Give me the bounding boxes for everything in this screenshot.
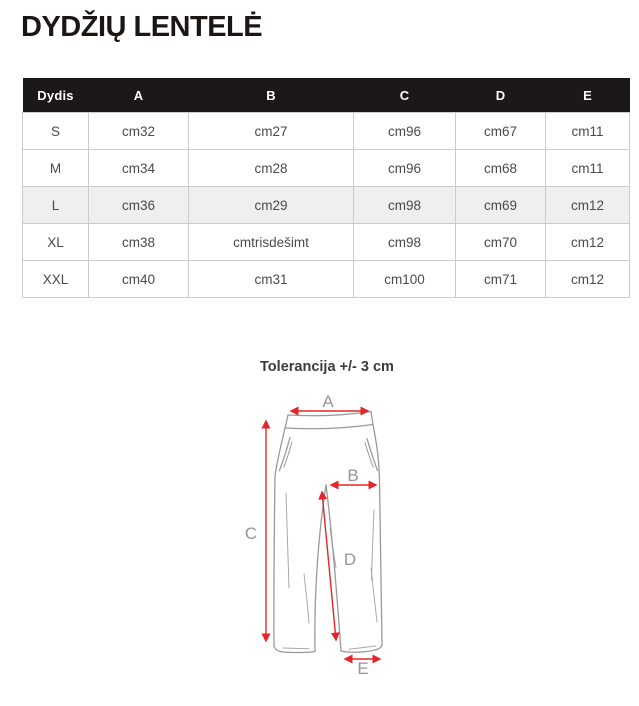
waistband-left-edge: [285, 415, 288, 428]
measure-label-d: D: [343, 550, 357, 569]
size-cell: M: [23, 150, 89, 187]
table-row: [23, 224, 630, 261]
measurement-cell: cm12: [546, 224, 630, 261]
measurement-cell: cm67: [456, 113, 546, 150]
measurement-cell: cm27: [189, 113, 354, 150]
column-header-b: B: [189, 78, 354, 113]
waistband-bottom-line: [285, 425, 373, 429]
size-cell: XL: [23, 224, 89, 261]
pants-measurement-diagram: [240, 390, 400, 690]
measurement-cell: cm38: [89, 224, 189, 261]
wrinkle-line: [330, 528, 336, 568]
measurement-cell: cm98: [354, 187, 456, 224]
measurement-cell: cm12: [546, 261, 630, 298]
measure-label-e: E: [357, 659, 369, 678]
column-header-e: E: [546, 78, 630, 113]
page-title: DYDŽIŲ LENTELĖ: [21, 11, 263, 43]
table-row-highlighted: [23, 187, 630, 224]
column-header-c: C: [354, 78, 456, 113]
header-row: [23, 78, 630, 113]
measurement-cell: cmtrisdešimt: [189, 224, 354, 261]
measurement-cell: cm68: [456, 150, 546, 187]
waistband-top-line: [288, 412, 371, 416]
measurement-cell: cm11: [546, 150, 630, 187]
measurement-cell: cm34: [89, 150, 189, 187]
size-table-container: [22, 78, 630, 298]
column-header-d: D: [456, 78, 546, 113]
size-cell: XXL: [23, 261, 89, 298]
measurement-cell: cm96: [354, 150, 456, 187]
pants-outline: [274, 412, 382, 653]
measurement-cell: cm40: [89, 261, 189, 298]
wrinkle-line: [372, 510, 375, 580]
left-cuff-line: [283, 648, 309, 649]
column-header-dydis: Dydis: [23, 78, 89, 113]
table-row: [23, 113, 630, 150]
right-outer-seam: [373, 425, 382, 645]
size-table: [22, 78, 630, 298]
measurement-cell: cm98: [354, 224, 456, 261]
measure-label-c: C: [244, 524, 258, 543]
measurement-cell: cm12: [546, 187, 630, 224]
tolerance-note: Tolerancija +/- 3 cm: [260, 359, 394, 375]
measure-label-b: B: [347, 466, 359, 485]
wrinkle-line: [371, 568, 377, 622]
measurement-cell: cm29: [189, 187, 354, 224]
measurement-cell: cm71: [456, 261, 546, 298]
measurement-cell: cm28: [189, 150, 354, 187]
right-cuff-line: [349, 646, 376, 649]
size-cell: S: [23, 113, 89, 150]
wrinkle-line: [286, 493, 289, 588]
measurement-cell: cm11: [546, 113, 630, 150]
column-header-a: A: [89, 78, 189, 113]
table-row: [23, 150, 630, 187]
size-cell: L: [23, 187, 89, 224]
measurement-cell: cm31: [189, 261, 354, 298]
waistband-right-edge: [371, 412, 373, 425]
measurement-cell: cm69: [456, 187, 546, 224]
measurement-arrows: [266, 411, 380, 659]
table-row: [23, 261, 630, 298]
right-inner-seam: [326, 485, 341, 651]
wrinkle-line: [304, 574, 309, 623]
measure-label-a: A: [322, 392, 334, 411]
measurement-cell: cm36: [89, 187, 189, 224]
measurement-cell: cm100: [354, 261, 456, 298]
measurement-cell: cm70: [456, 224, 546, 261]
measurement-cell: cm96: [354, 113, 456, 150]
measurement-cell: cm32: [89, 113, 189, 150]
